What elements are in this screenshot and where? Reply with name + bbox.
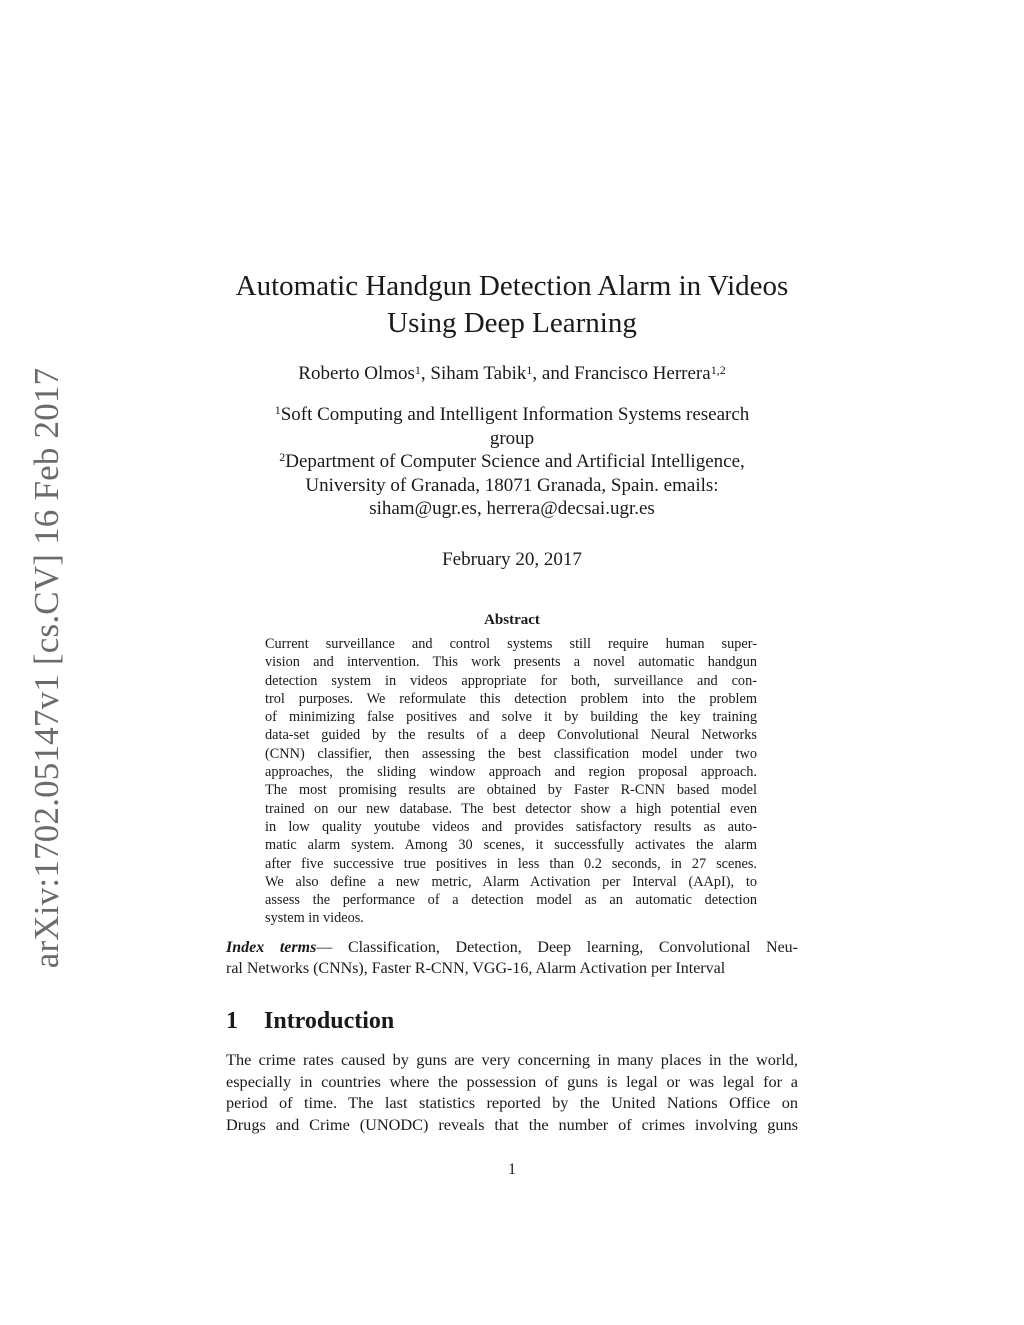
intro-line: especially in countries where the possession of guns is legal or was legal for a [226, 1071, 798, 1091]
author-separator-1: , [420, 363, 431, 384]
paper-title [200, 268, 824, 342]
intro-line: Drugs and Crime (UNODC) reveals that the number of crimes involving guns [226, 1114, 798, 1134]
affiliations [200, 403, 824, 521]
affiliation-2-text-1: Department of Computer Science and Artificial Intelligence, [285, 451, 745, 472]
affiliation-2-line-2: University of Granada, 18071 Granada, Spain. emails: [305, 474, 719, 496]
author-3: Francisco Herrera [574, 363, 711, 384]
abstract-line: The most promising results are obtained by Faster R-CNN based model [265, 782, 757, 799]
index-terms-line-2: ral Networks (CNNs), Faster R-CNN, VGG-16, Alarm Activation per Interval [226, 960, 726, 977]
affiliation-1-line-1 [200, 403, 824, 427]
affiliation-1-mark: 1 [274, 403, 281, 417]
index-terms [226, 937, 798, 979]
intro-line: The crime rates caused by guns are very concerning in many places in the world, [226, 1050, 798, 1069]
introduction-body [226, 1049, 798, 1135]
abstract-line: approaches, the sliding window approach and region proposal approach. [265, 764, 757, 781]
title-line-1: Automatic Handgun Detection Alarm in Videos [235, 270, 789, 302]
abstract-line: (CNN) classifier, then assessing the best classification model under two [265, 745, 757, 762]
index-terms-text-1: — Classification, Detection, Deep learning, Convolutional Neu- [316, 939, 799, 956]
section-title: Introduction [264, 1008, 395, 1034]
affiliation-2-line-1 [200, 450, 824, 474]
affiliation-1-line-2: group [489, 427, 535, 449]
arxiv-identifier-stamp [27, 367, 67, 969]
author-2: Siham Tabik [430, 363, 527, 384]
title-line-2: Using Deep Learning [387, 307, 637, 339]
index-terms-line-1 [226, 937, 798, 958]
page-number: 1 [508, 1161, 516, 1178]
author-2-affiliation-mark: 1 [526, 363, 533, 377]
index-terms-label: Index terms [226, 939, 317, 956]
abstract-line: detection system in videos appropriate for both, surveillance and con- [265, 672, 757, 689]
abstract-line: matic alarm system. Among 30 scenes, it successfully activates the alarm [265, 837, 757, 854]
author-list [200, 362, 824, 386]
abstract-line: of minimizing false positives and solve it by building the key training [265, 709, 757, 726]
abstract-line: in low quality youtube videos and provides satisfactory results as auto- [265, 818, 757, 835]
abstract-line: Current surveillance and control systems still require human super- [265, 636, 757, 652]
abstract-line: trol purposes. We reformulate this detection problem into the problem [265, 690, 757, 707]
abstract-line: after five successive true positives in less than 0.2 seconds, in 27 scenes. [265, 855, 757, 872]
abstract-line: system in videos. [265, 910, 364, 927]
author-1: Roberto Olmos [298, 363, 415, 384]
abstract-line: trained on our new database. The best detector show a high potential even [265, 800, 757, 817]
paper-date: February 20, 2017 [442, 549, 582, 570]
affiliation-2-emails: siham@ugr.es, herrera@decsai.ugr.es [369, 498, 655, 519]
abstract-line: assess the performance of a detection model as an automatic detection [265, 892, 757, 909]
author-3-affiliation-mark: 1,2 [710, 363, 726, 377]
abstract-heading: Abstract [484, 612, 540, 628]
arxiv-identifier-text: arXiv:1702.05147v1 [cs.CV] 16 Feb 2017 [27, 367, 66, 969]
abstract-body [265, 635, 757, 928]
section-number: 1 [226, 1008, 238, 1034]
affiliation-2-mark: 2 [279, 450, 286, 464]
section-heading-introduction [226, 1006, 798, 1036]
author-1-affiliation-mark: 1 [414, 363, 421, 377]
affiliation-1-text-1: Soft Computing and Intelligent Information Systems research [280, 404, 750, 425]
abstract-line: vision and intervention. This work presents a novel automatic handgun [265, 654, 757, 671]
abstract-line: We also define a new metric, Alarm Activation per Interval (AApI), to [265, 873, 757, 890]
intro-line: period of time. The last statistics reported by the United Nations Office on [226, 1093, 798, 1112]
abstract-line: data-set guided by the results of a deep Convolutional Neural Networks [265, 727, 757, 744]
author-separator-2: , and [532, 363, 575, 384]
